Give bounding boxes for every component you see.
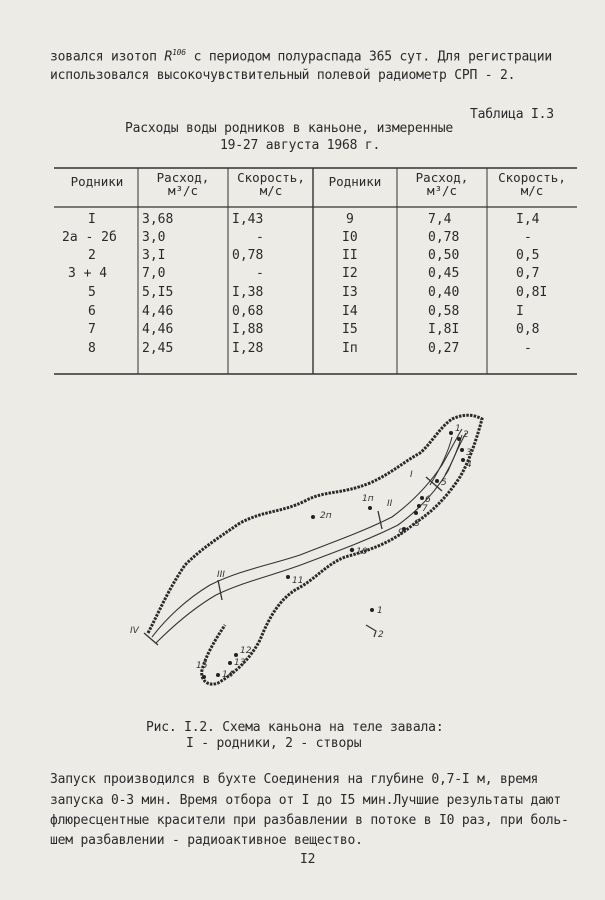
spring-point <box>350 548 354 552</box>
label-3: 3 <box>466 448 472 458</box>
figure-caption-line-1: Рис. I.2. Схема каньона на теле завала: <box>146 720 444 735</box>
speed-cell: - <box>256 266 264 281</box>
spring-cell: Iп <box>342 341 358 356</box>
flow-cell: 0,45 <box>428 266 460 281</box>
speed-cell: - <box>256 230 264 245</box>
label-2: 2 <box>463 430 469 440</box>
spring-cell: 7 <box>88 322 96 337</box>
speed-cell: I <box>516 304 524 319</box>
spring-point <box>216 673 220 677</box>
figure-caption-line-2: I - родники, 2 - створы <box>186 736 362 751</box>
header-flow-left: Расход, м³/с <box>156 170 210 198</box>
speed-cell: 0,8 <box>516 322 540 337</box>
spring-point <box>420 496 424 500</box>
label-2n: 2п <box>320 511 332 521</box>
flow-cell: 0,27 <box>428 341 460 356</box>
speed-cell: - <box>524 230 532 245</box>
spring-point <box>417 504 421 508</box>
header-speed-right: Скорость, м/с <box>498 170 566 198</box>
spring-cell: 8 <box>88 341 96 356</box>
speed-cell: I,28 <box>232 341 264 356</box>
label-13: 13 <box>234 658 246 668</box>
spring-point <box>311 515 315 519</box>
spring-point <box>234 653 238 657</box>
legend-label-2: 2 <box>378 630 384 640</box>
speed-cell: I,88 <box>232 322 264 337</box>
spring-cell: 6 <box>88 304 96 319</box>
label-section-iv: IV <box>130 626 139 636</box>
table-label: Таблица I.3 <box>470 107 554 122</box>
label-5: 5 <box>441 478 447 488</box>
section-marker-ii <box>378 511 382 529</box>
flow-cell: 0,78 <box>428 230 460 245</box>
spring-point <box>449 431 453 435</box>
label-11: 11 <box>292 576 304 586</box>
speed-cell: 0,78 <box>232 248 264 263</box>
label-1n: 1п <box>362 494 374 504</box>
intro-line-2: использовался высокочувствительный полевой радиометр СРП - 2. <box>50 68 516 83</box>
flow-cell: 3,68 <box>142 212 174 227</box>
body-line-2: запуска 0-3 мин. Время отбора от I до I5 мин.Лучшие результаты дают <box>50 793 561 808</box>
flow-cell: I,8I <box>428 322 460 337</box>
label-section-ii: II <box>387 499 393 509</box>
label-10: 10 <box>356 547 368 557</box>
flow-rate-table <box>54 167 577 375</box>
label-6: 6 <box>425 495 431 505</box>
legend-spring-symbol <box>370 608 374 612</box>
label-section-i: I <box>410 470 413 480</box>
label-15: 15 <box>196 661 208 671</box>
legend-section-symbol <box>366 625 376 637</box>
table-grid <box>54 167 577 375</box>
flow-cell: 3,I <box>142 248 166 263</box>
label-section-iii: III <box>217 570 225 580</box>
spring-point <box>368 506 372 510</box>
flow-cell: 0,58 <box>428 304 460 319</box>
speed-cell: I,4 <box>516 212 540 227</box>
flow-cell: 4,46 <box>142 304 174 319</box>
spring-cell: I4 <box>342 304 358 319</box>
flow-cell: 4,46 <box>142 322 174 337</box>
intro-line-1: зовался изотоп $R^{106}$ с периодом полураспада 365 сут. Для регистрации <box>50 48 553 65</box>
spring-point <box>460 448 464 452</box>
flow-cell: 7,4 <box>428 212 452 227</box>
spring-cell: 2а - 2б <box>62 230 117 245</box>
canyon-scheme-figure <box>130 405 500 695</box>
header-speed-left: Скорость, м/с <box>237 170 305 198</box>
canyon-map <box>130 405 500 695</box>
speed-cell: 0,8I <box>516 285 548 300</box>
spring-cell: I0 <box>342 230 358 245</box>
speed-cell: I,43 <box>232 212 264 227</box>
speed-cell: I,38 <box>232 285 264 300</box>
label-7: 7 <box>422 504 428 514</box>
body-line-3: флюресцентные красители при разбавлении в потоке в I0 раз, при боль- <box>50 813 569 828</box>
spring-cell: I5 <box>342 322 358 337</box>
header-spring-right: Родники <box>328 174 382 189</box>
label-1: 1 <box>455 424 461 434</box>
table-title-line-1: Расходы воды родников в каньоне, измеренные <box>125 121 453 136</box>
stream-line <box>156 433 466 643</box>
spring-point <box>435 479 439 483</box>
label-4: 4 <box>466 460 472 470</box>
spring-point <box>461 458 465 462</box>
header-spring-left: Родники <box>70 174 124 189</box>
section-marker-iv <box>144 633 158 645</box>
spring-cell: 9 <box>346 212 354 227</box>
page-number: I2 <box>300 852 316 867</box>
label-14: 14 <box>222 670 234 680</box>
spring-cell: II <box>342 248 358 263</box>
legend-label-1: 1 <box>377 606 383 616</box>
header-flow-right: Расход, м³/с <box>415 170 469 198</box>
flow-cell: 0,40 <box>428 285 460 300</box>
spring-cell: I3 <box>342 285 358 300</box>
spring-point <box>457 437 461 441</box>
flow-cell: 3,0 <box>142 230 166 245</box>
label-8: 8 <box>414 519 420 529</box>
spring-point <box>228 661 232 665</box>
body-line-1: Запуск производился в бухте Соединения на глубине 0,7-I м, время <box>50 772 539 787</box>
label-9: 9 <box>398 528 404 538</box>
flow-cell: 5,I5 <box>142 285 174 300</box>
label-12: 12 <box>240 646 252 656</box>
body-line-4: шем разбавлении - радиоактивное вещество. <box>50 833 363 848</box>
spring-cell: 2 <box>88 248 96 263</box>
section-marker-iii <box>218 580 222 600</box>
spring-cell: 5 <box>88 285 96 300</box>
flow-cell: 7,0 <box>142 266 166 281</box>
speed-cell: 0,7 <box>516 266 540 281</box>
flow-cell: 2,45 <box>142 341 174 356</box>
table-title-line-2: 19-27 августа 1968 г. <box>220 138 381 153</box>
spring-points <box>202 431 465 679</box>
spring-point <box>414 511 418 515</box>
flow-cell: 0,50 <box>428 248 460 263</box>
speed-cell: - <box>524 341 532 356</box>
speed-cell: 0,68 <box>232 304 264 319</box>
speed-cell: 0,5 <box>516 248 540 263</box>
spring-cell: I2 <box>342 266 358 281</box>
spring-cell: I <box>88 212 96 227</box>
spring-point <box>286 575 290 579</box>
spring-point <box>202 675 206 679</box>
spring-cell: 3 + 4 <box>68 266 108 281</box>
